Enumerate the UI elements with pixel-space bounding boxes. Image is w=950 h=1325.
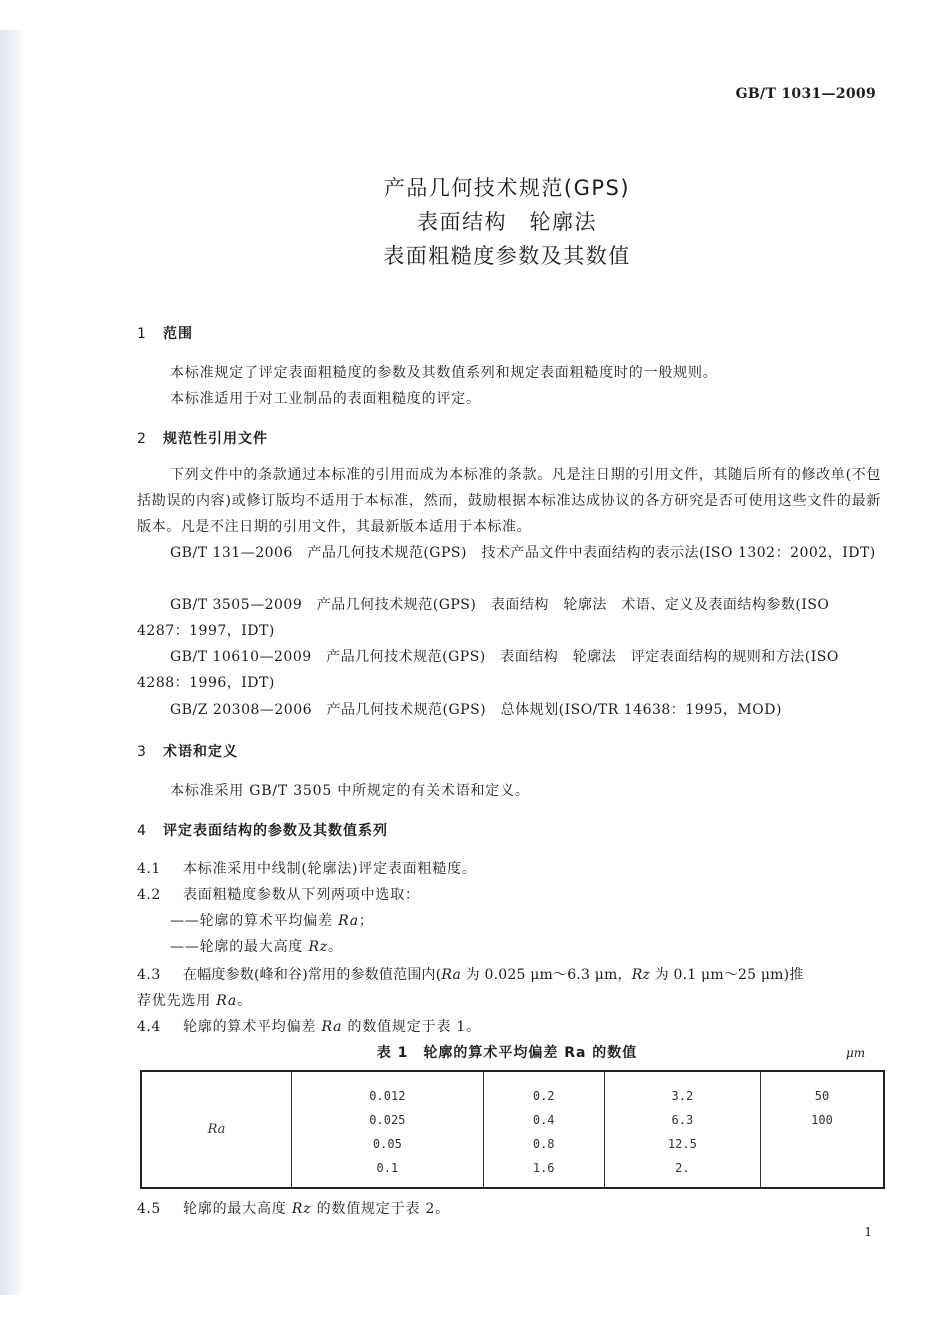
table-value: 100: [811, 1113, 833, 1127]
clause-text: 的数值规定于表 2。: [311, 1201, 450, 1217]
section-2-intro: 下列文件中的条款通过本标准的引用而成为本标准的条款。凡是注日期的引用文件，其随后所有的修改单(不包括勘误的内容)或修订版均不适用于本标准，然而，鼓励根据本标准达成协议的各方研究是否可使用这些文件的最新版本。凡是不注日期的引用文件，其最新版本适用于本标准。: [137, 467, 881, 535]
title-line-2: 表面结构 轮廓法: [417, 210, 597, 234]
clause-number: 4.1: [137, 861, 161, 877]
standard-number: GB/T 1031—2009: [735, 86, 876, 102]
list-item-punct: ；: [358, 913, 374, 929]
list-item-rz: [170, 936, 343, 956]
clause-4-4: [137, 1016, 481, 1036]
ra-symbol: Ra: [338, 913, 359, 929]
clause-text: 的数值规定于表 1。: [342, 1019, 481, 1035]
reference-item: GB/Z 20308—2006 产品几何技术规范(GPS) 总体规划(ISO/TR 14638：1995，MOD): [170, 702, 782, 718]
list-item-text: ——轮廓的最大高度: [170, 939, 309, 955]
section-1-heading: [137, 323, 193, 343]
title-line-3: 表面粗糙度参数及其数值: [383, 244, 631, 268]
clause-text: 在幅度参数(峰和谷)常用的参数值范围内(: [183, 967, 442, 983]
reference-item: GB/T 131—2006 产品几何技术规范(GPS) 技术产品文件中表面结构的表示法(ISO 1302：2002，IDT): [170, 545, 876, 561]
table-value: 2.: [675, 1161, 690, 1175]
section-1-paragraph-2: 本标准适用于对工业制品的表面粗糙度的评定。: [170, 391, 481, 407]
section-3-heading: [137, 741, 238, 761]
reference-item: GB/T 3505—2009 产品几何技术规范(GPS) 表面结构 轮廓法 术语、定义及表面结构参数(ISO 4287：1997，IDT): [137, 597, 830, 639]
table-value: 12.5: [667, 1137, 697, 1151]
clause-number: 4.5: [137, 1201, 161, 1217]
list-item-punct: 。: [327, 939, 343, 955]
table-value: 3.2: [671, 1089, 694, 1103]
table-value: 0.05: [372, 1137, 402, 1151]
table-cell: [604, 1071, 760, 1188]
clause-text: 轮廓的算术平均偏差: [183, 1019, 322, 1035]
table-row-label: Ra: [141, 1071, 292, 1188]
table-1-title: 表 1 轮廓的算术平均偏差 Ra 的数值: [376, 1045, 638, 1061]
rz-symbol: Rz: [308, 939, 328, 955]
table-1: [140, 1070, 885, 1189]
page-number: 1: [864, 1225, 872, 1239]
section-number: 3: [137, 744, 147, 760]
clause-text: 为 0.1 μm～25 μm)推: [650, 967, 804, 983]
table-row: [141, 1071, 884, 1188]
rz-symbol: Rz: [291, 1201, 312, 1217]
list-item-ra: [170, 910, 374, 930]
clause-text: 表面粗糙度参数从下列两项中选取：: [183, 887, 420, 903]
table-value: 1.6: [532, 1161, 555, 1175]
table-value: 0.8: [532, 1137, 555, 1151]
table-value: 0.1: [376, 1161, 399, 1175]
clause-4-3-continued: [137, 990, 252, 1010]
ra-symbol: Ra: [321, 1019, 343, 1035]
clause-number: 4.2: [137, 887, 161, 903]
title-line-1: 产品几何技术规范(GPS): [383, 176, 631, 200]
clause-4-2: [137, 884, 420, 904]
section-number: 4: [137, 823, 147, 839]
clause-number: 4.3: [137, 967, 161, 983]
table-value: 0.025: [369, 1113, 406, 1127]
clause-4-5: [137, 1198, 450, 1218]
ra-symbol: Ra: [441, 967, 461, 983]
clause-4-3: [137, 964, 804, 984]
section-2-heading: [137, 428, 268, 448]
section-number: 2: [137, 431, 147, 447]
clause-number: 4.4: [137, 1019, 161, 1035]
section-1-paragraph-1: 本标准规定了评定表面粗糙度的参数及其数值系列和规定表面粗糙度时的一般规则。: [170, 365, 718, 381]
clause-text: 本标准采用中线制(轮廓法)评定表面粗糙度。: [183, 861, 477, 877]
clause-text: 。: [237, 993, 252, 1009]
section-4-heading: [137, 820, 388, 840]
reference-item: GB/T 10610—2009 产品几何技术规范(GPS) 表面结构 轮廓法 评定表面结构的规则和方法(ISO 4288：1996，IDT): [137, 649, 839, 691]
section-title: 规范性引用文件: [163, 431, 268, 447]
table-cell: [483, 1071, 604, 1188]
clause-text: 轮廓的最大高度: [183, 1201, 292, 1217]
section-3-paragraph: 本标准采用 GB/T 3505 中所规定的有关术语和定义。: [170, 783, 530, 799]
table-value: 50: [814, 1089, 830, 1103]
table-1-unit: μm: [846, 1046, 866, 1060]
table-value: 6.3: [671, 1113, 694, 1127]
list-item-text: ——轮廓的算术平均偏差: [170, 913, 339, 929]
clause-text: 为 0.025 μm～6.3 μm，: [461, 967, 632, 983]
table-cell: [761, 1071, 884, 1188]
clause-4-1: [137, 858, 477, 878]
section-title: 术语和定义: [163, 744, 238, 760]
section-number: 1: [137, 326, 147, 342]
table-value: 0.2: [532, 1089, 555, 1103]
table-value: 0.012: [369, 1089, 406, 1103]
rz-symbol: Rz: [631, 967, 651, 983]
ra-symbol: Ra: [216, 993, 238, 1009]
clause-text: 荐优先选用: [137, 993, 217, 1009]
table-cell: [292, 1071, 484, 1188]
section-title: 范围: [163, 326, 193, 342]
table-value: 0.4: [532, 1113, 555, 1127]
section-title: 评定表面结构的参数及其数值系列: [163, 823, 388, 839]
